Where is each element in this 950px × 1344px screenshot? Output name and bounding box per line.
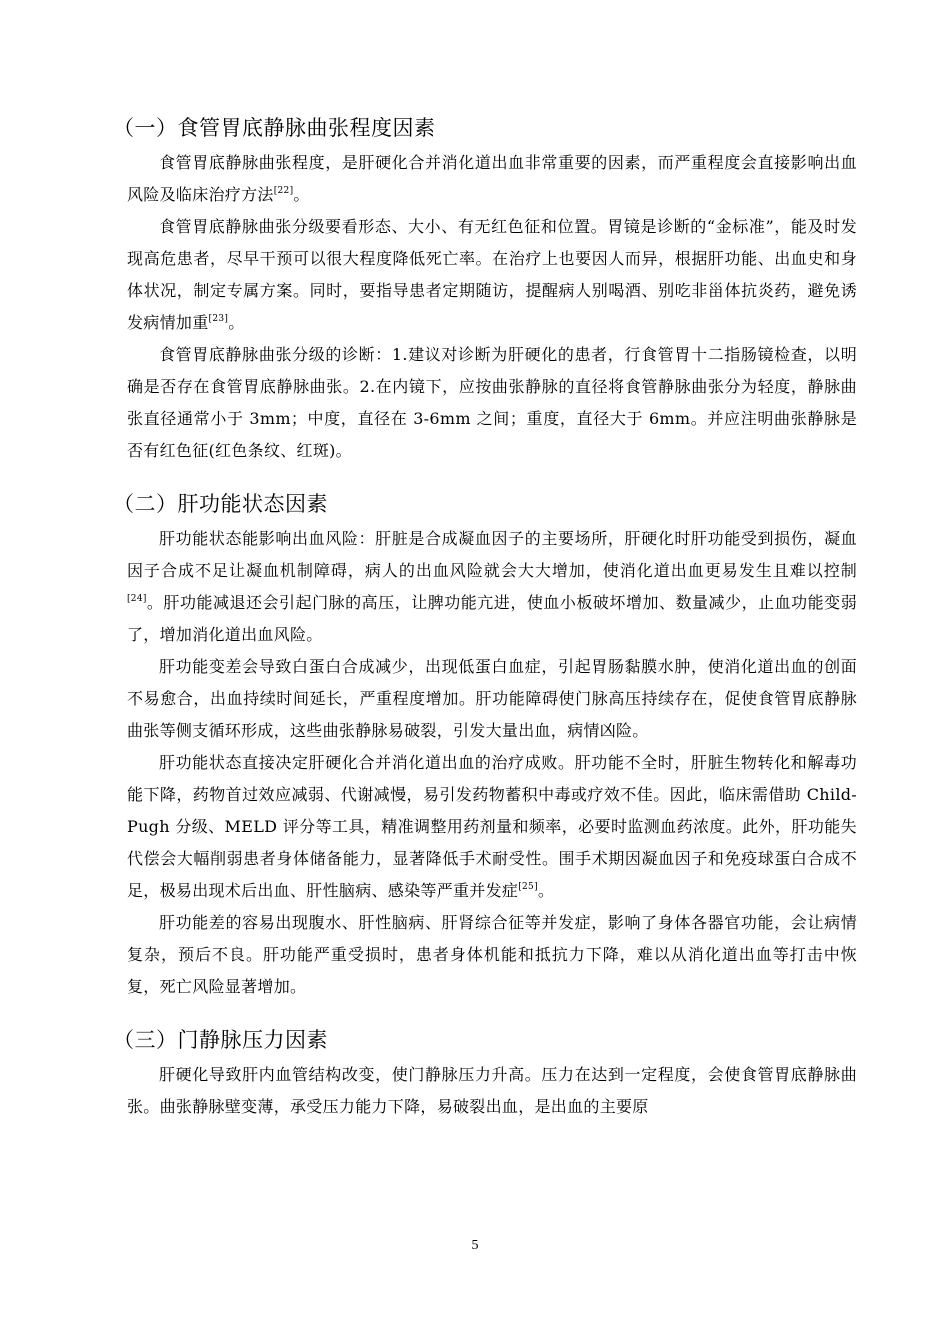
paragraph [127,907,857,1003]
paragraph-text: 食管胃底静脉曲张分级要看形态、大小、有无红色征和位置。胃镜是诊断的“金标准”，能及时发现高危患者，尽早干预可以很大程度降低死亡率。在治疗上也要因人而异，根据肝功能、出血史和身体状况，制定专属方案。同时，要指导患者定期随访，提醒病人别喝酒、别吃非甾体抗炎药，避免诱发病情加重 [127,217,857,332]
paragraph-text: 肝功能差的容易出现腹水、肝性脑病、肝肾综合征等并发症，影响了身体各器官功能，会让病情复杂，预后不良。肝功能严重受损时，患者身体机能和抵抗力下降，难以从消化道出血等打击中恢复，死亡风险显著增加。 [127,913,857,996]
citation: [22] [273,186,294,196]
section-portal-pressure [113,1025,857,1123]
section-heading: （二）肝功能状态因素 [113,492,328,516]
paragraph-tail: 。 [537,881,555,900]
paragraph-tail: 。 [293,185,310,204]
paragraph-text: 肝功能状态直接决定肝硬化合并消化道出血的治疗成败。肝功能不全时，肝脏生物转化和解毒功能下降，药物首过效应减弱、代谢减慢，易引发药物蓄积中毒或疗效不佳。因此，临床需借助 Child-Pugh 分级、MELD 评分等工具，精准调整用药剂量和频率，必要时监测血药浓度。此外，肝功能失代偿会大幅削弱患者身体储备能力，显著降低手术耐受性。围手术期因凝血因子和免疫球蛋白合成不足，极易出现术后出血、肝性脑病、感染等严重并发症 [127,753,857,900]
paragraph-tail: 。肝功能减退还会引起门脉的高压，让脾功能亢进，使血小板破坏增加、数量减少，止血功能变弱了，增加消化道出血风险。 [127,593,857,644]
paragraph [127,747,857,907]
section-liver-function [113,489,857,1003]
paragraph [127,523,857,651]
page-body [113,113,857,1123]
paragraph [127,211,857,339]
paragraph-text: 肝功能变差会导致白蛋白合成减少，出现低蛋白血症，引起胃肠黏膜水肿，使消化道出血的创面不易愈合，出血持续时间延长，严重程度增加。肝功能障碍使门脉高压持续存在，促使食管胃底静脉曲张等侧支循环形成，这些曲张静脉易破裂，引发大量出血，病情凶险。 [127,657,857,740]
page-number: 5 [471,1238,479,1253]
citation: [23] [208,314,229,324]
paragraph [127,1059,857,1123]
section-varices [113,113,857,467]
citation: [25] [518,882,538,892]
paragraph-text: 食管胃底静脉曲张分级的诊断：1.建议对诊断为肝硬化的患者，行食管胃十二指肠镜检查，以明确是否存在食管胃底静脉曲张。2.在内镜下，应按曲张静脉的直径将食管静脉曲张分为轻度，静脉曲张直径通常小于 3mm；中度，直径在 3-6mm 之间；重度，直径大于 6mm。并应注明曲张静脉是否有红色征(红色条纹、红斑)。 [127,345,857,460]
paragraph [127,147,857,211]
section-heading: （一）食管胃底静脉曲张程度因素 [113,116,436,140]
paragraph-text: 食管胃底静脉曲张程度，是肝硬化合并消化道出血非常重要的因素，而严重程度会直接影响出血风险及临床治疗方法 [127,153,857,204]
paragraph [127,339,857,467]
paragraph [127,651,857,747]
section-heading: （三）门静脉压力因素 [113,1028,328,1052]
paragraph-tail: 。 [228,313,245,332]
paragraph-text: 肝功能状态能影响出血风险：肝脏是合成凝血因子的主要场所，肝硬化时肝功能受到损伤，凝血因子合成不足让凝血机制障碍，病人的出血风险就会大大增加，使消化道出血更易发生且难以控制 [127,529,857,580]
paragraph-text: 肝硬化导致肝内血管结构改变，使门静脉压力升高。压力在达到一定程度，会使食管胃底静脉曲张。曲张静脉壁变薄，承受压力能力下降，易破裂出血，是出血的主要原 [127,1065,857,1116]
citation: [24] [127,594,147,604]
